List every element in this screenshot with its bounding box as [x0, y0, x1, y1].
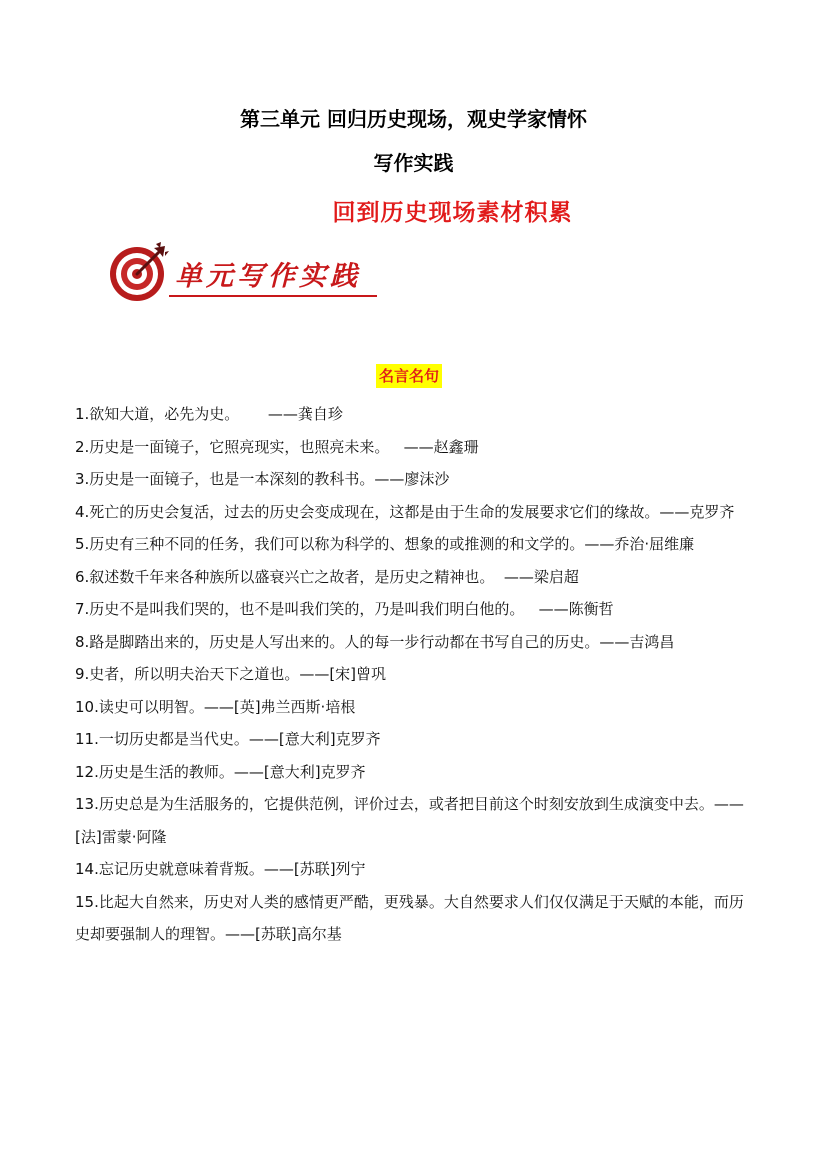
quote-item: 12.历史是生活的教师。——[意大利]克罗齐	[75, 762, 366, 781]
banner-underline	[169, 295, 377, 297]
unit-writing-banner	[107, 240, 377, 304]
quote-item: 1.欲知大道，必先为史。 ——龚自珍	[75, 405, 343, 423]
quote-item: 13.历史总是为生活服务的，它提供范例，评价过去，或者把目前这个时刻安放到生成演变中去。——[法]雷蒙·阿隆	[75, 795, 744, 846]
quote-item: 2.历史是一面镜子，它照亮现实，也照亮未来。 ——赵鑫珊	[75, 437, 479, 456]
quote-item: 4.死亡的历史会复活，过去的历史会变成现在，这都是由于生命的发展要求它们的缘故。——克罗齐	[75, 502, 735, 521]
quote-item: 14.忘记历史就意味着背叛。——[苏联]列宁	[75, 860, 366, 878]
target-arrow-icon	[107, 240, 171, 304]
quote-item: 9.史者，所以明夫治天下之道也。——[宋]曾巩	[75, 665, 387, 683]
banner-label: 单元写作实践	[175, 261, 361, 292]
quote-item: 15.比起大自然来，历史对人类的感情更严酷，更残暴。大自然要求人们仅仅满足于天赋的本能，而历史却要强制人的理智。——[苏联]高尔基	[75, 892, 744, 943]
quote-item: 10.读史可以明智。——[英]弗兰西斯·培根	[75, 697, 356, 716]
section-heading: 回到历史现场素材积累	[332, 200, 573, 226]
page-subtitle: 写作实践	[373, 151, 454, 175]
quotes-section-label: 名言名句	[376, 364, 442, 388]
quote-item: 11.一切历史都是当代史。——[意大利]克罗齐	[75, 730, 381, 748]
quote-item: 6.叙述数千年来各种族所以盛衰兴亡之故者，是历史之精神也。 ——梁启超	[75, 567, 579, 586]
quote-item: 7.历史不是叫我们哭的，也不是叫我们笑的，乃是叫我们明白他的。 ——陈衡哲	[75, 600, 614, 618]
quote-item: 5.历史有三种不同的任务，我们可以称为科学的、想象的或推测的和文学的。——乔治·屈维廉	[75, 535, 695, 553]
quote-item: 8.路是脚踏出来的，历史是人写出来的。人的每一步行动都在书写自己的历史。——吉鸿昌	[75, 632, 675, 651]
quote-item: 3.历史是一面镜子，也是一本深刻的教科书。——廖沫沙	[75, 470, 450, 488]
quote-list	[75, 398, 755, 951]
page-title: 第三单元 回归历史现场，观史学家情怀	[240, 107, 587, 131]
